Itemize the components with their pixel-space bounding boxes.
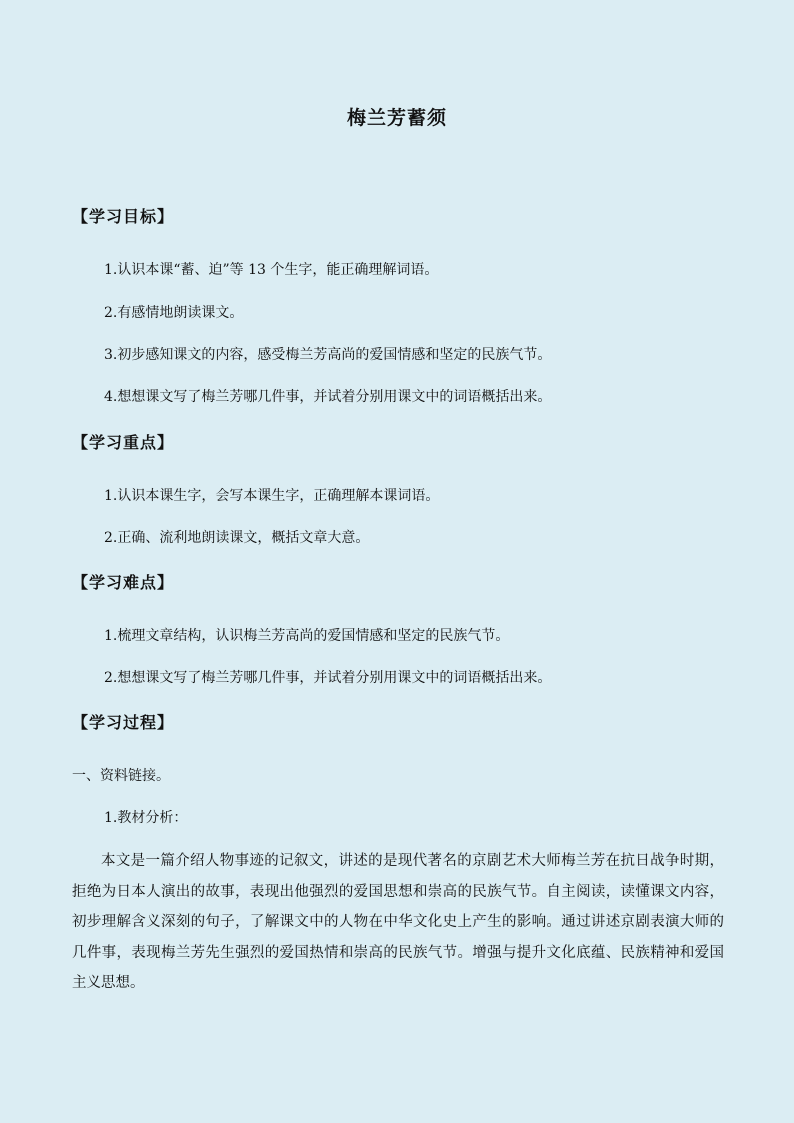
document-title: 梅兰芳蓄须 — [346, 107, 447, 129]
heading-key-points: 【学习重点】 — [72, 433, 175, 452]
textbook-analysis-paragraph: 本文是一篇介绍人物事迹的记叙文，讲述的是现代著名的京剧艺术大师梅兰芳在抗日战争时期，拒绝为日本人演出的故事，表现出他强烈的爱国思想和崇高的民族气节。自主阅读，读懂课文内容，初步理解含义深刻的句子，了解课文中的人物在中华文化史上产生的影响。通过讲述京剧表演大师的几件事，表现梅兰芳先生强烈的爱国热情和崇高的民族气节。增强与提升文化底蕴、民族精神和爱国主义思想。 — [72, 853, 724, 991]
heading-learning-goals: 【学习目标】 — [72, 207, 175, 226]
goal-item-4: 4.想想课文写了梅兰芳哪几件事，并试着分别用课文中的词语概括出来。 — [104, 389, 552, 405]
goal-item-2: 2.有感情地朗读课文。 — [104, 305, 244, 321]
key-point-item-2: 2.正确、流利地朗读课文，概括文章大意。 — [104, 530, 370, 546]
process-sub-1: 1.教材分析： — [104, 810, 188, 826]
heading-learning-process: 【学习过程】 — [72, 713, 175, 732]
key-point-item-1: 1.认识本课生字，会写本课生字，正确理解本课词语。 — [104, 488, 440, 504]
heading-difficulties: 【学习难点】 — [72, 573, 175, 592]
process-part-1: 一、资料链接。 — [72, 768, 170, 784]
difficulty-item-2: 2.想想课文写了梅兰芳哪几件事，并试着分别用课文中的词语概括出来。 — [104, 670, 552, 686]
difficulty-item-1: 1.梳理文章结构，认识梅兰芳高尚的爱国情感和坚定的民族气节。 — [104, 628, 510, 644]
goal-item-1: 1.认识本课“蓄、迫”等 13 个生字，能正确理解词语。 — [104, 262, 439, 278]
goal-item-3: 3.初步感知课文的内容，感受梅兰芳高尚的爱国情感和坚定的民族气节。 — [104, 347, 552, 363]
